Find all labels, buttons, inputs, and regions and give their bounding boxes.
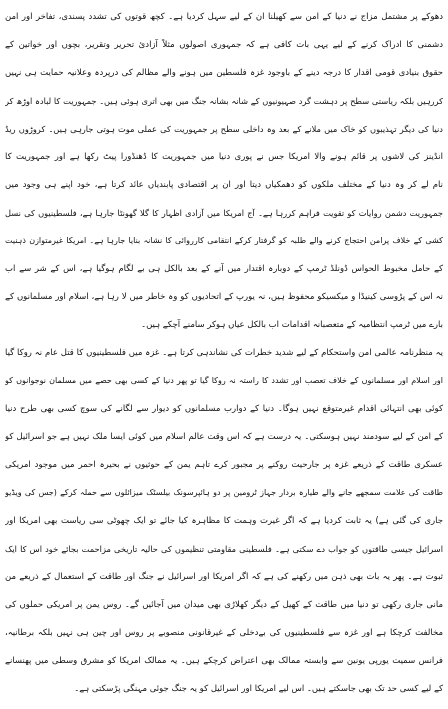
text-line xyxy=(5,311,443,339)
text-line-content: دنیا کی دیگر تہذیبوں کو خاک میں ملانے کے بعد وہ داخلی سطح پر جمہوریت کی عملی موت ہوتی جارہی ہیں۔ کروڑوں ریڈ xyxy=(5,124,443,134)
text-line-content: کے لیے کسی حد تک بھی جاسکتے ہیں۔ اس لیے امریکا اور اسرائیل کو یہ جنگ جوئی مہنگی پڑسکتی ہے۔ xyxy=(74,684,443,694)
text-line xyxy=(5,591,443,619)
text-line xyxy=(5,619,443,647)
text-line xyxy=(5,283,443,311)
text-line xyxy=(5,199,443,227)
text-line-content: جمہوریت دشمن روایات کو تقویت فراہم کررہا ہے۔ آج امریکا میں آزادی اظہار کا گلا گھونٹا جارہا ہے، فلسطینیوں کی نسل xyxy=(5,208,443,218)
text-line-content: کے حامل مخبوط الحواس ڈونلڈ ٹرمپ کے دوبارہ اقتدار میں آنے کے بعد بالکل ہی بے لگام ہوگیا ہے، اس کے شر سے اب xyxy=(5,264,443,274)
paragraph xyxy=(5,339,443,703)
text-line-content: کوئی بھی انتہائی اقدام غیرمتوقع نہیں ہوگا۔ دنیا کے دوارب مسلمانوں کو دیوار سے لگانے کی سوچ کسی بھی طرح دنیا xyxy=(5,404,443,414)
text-line-content: مانی جاری رکھی تو دنیا میں طاقت کے کھیل کے دیگر کھلاڑی بھی میدان میں آجائیں گے۔ روس یمن پر امریکی حملوں کی xyxy=(5,600,443,610)
text-line-content: فرانس سمیت یورپی یونین سے وابستہ ممالک بھی اعتراض کرچکے ہیں۔ یہ ممالک امریکا کو مشرق وسطی میں پھنسانے xyxy=(5,656,443,666)
text-line-content: ثبوت ہے۔ پھر یہ بات بھی ذہن میں رکھنے کی ہے کہ اگر امریکا اور اسرائیل نے جنگ اور طاقت کے استعمال کے ذریعے من xyxy=(5,572,443,582)
text-line xyxy=(5,339,443,367)
text-line-content: اور اسلام اور مسلمانوں کے خلاف تعصب اور تشدد کا راستہ نہ روکا گیا تو پھر دنیا کے کسی بھی حصے میں مسلمان نوجوانوں کو xyxy=(5,376,443,385)
text-line xyxy=(5,563,443,591)
text-line-content: مخالفت کرچکا ہے اور غزہ سے فلسطینیوں کی بےدخلی کے غیرقانونی منصوبے پر روس اور چین ہی نہیں بلکہ برطانیہ، xyxy=(5,628,443,638)
text-line-content: اسرائیل جیسی طاقتوں کو جواب دے سکتی ہے۔ فلسطینی مقاومتی تنظیموں کی حالیہ تاریخی مزاحمت بجائے خود اس کا ایک xyxy=(5,544,443,554)
text-line-content: کشی کے خلاف پرامن احتجاج کرنے والے طلبہ کو گرفتار کرکے انتقامی کارروائی کا نشانہ بنایا جارہا ہے۔ امریکا غیرمتوازن ذہنیت xyxy=(5,236,443,245)
text-line xyxy=(5,507,443,535)
text-line xyxy=(5,255,443,283)
text-line xyxy=(5,423,443,451)
text-line-content: بارے میں ٹرمپ انتظامیہ کے متعصبانہ اقدامات اب بالکل عیاں ہوکر سامنے آچکے ہیں۔ xyxy=(141,320,443,330)
text-line-content: کررہیں بلکہ ریاستی سطح پر دہشت گرد صہیونیوں کے شانہ بشانہ جنگ میں بھی اتری ہوئی ہیں۔ جمہوریت کا لبادہ اوڑھ کر xyxy=(5,96,443,106)
text-line xyxy=(5,647,443,675)
text-line xyxy=(5,3,443,31)
text-line-content: نہ اس کے پڑوسی کینیڈا و میکسیکو محفوظ ہیں، نہ یورپ کے اتحادیوں کو وہ خاطر میں لا رہا ہے، اسلام اور مسلمانوں کے xyxy=(5,292,443,302)
text-line xyxy=(5,59,443,87)
text-line-content: حقوق بنیادی قومی اقدار کا درجہ دینے کے باوجود غزہ فلسطین میں ہونے والے مظالم کی درپردہ وعلانیہ حمایت ہی نہیں xyxy=(5,68,443,78)
text-line xyxy=(5,171,443,199)
text-line xyxy=(5,31,443,59)
text-line xyxy=(5,479,443,507)
paragraph xyxy=(5,3,443,339)
text-line-content: جاری کی گئی ہے) یہ ثابت کردیا ہے کہ اگر غیرت وہمت کا مظاہرہ کیا جائے تو ایک چھوٹی سی ریاست بھی امریکا اور xyxy=(5,516,443,526)
text-line-content: دشمنی کا ادراک کرنے کے لیے یہی بات کافی ہے کہ جمہوری اصولوں مثلاً آزادئ تحریر وتقریر، بچوں اور خواتین کے xyxy=(5,40,443,50)
text-line xyxy=(5,535,443,563)
text-line-content: عسکری طاقت کے ذریعے غزہ پر جارحیت روکنے پر مجبور کرے تاہم یمن کے حوثیوں نے بحیرہ احمر میں موجود امریکی xyxy=(5,460,443,470)
text-line-content: کے امن کے لیے سودمند نہیں ہوسکتی۔ یہ درست ہے کہ اس وقت عالم اسلام میں کوئی ایسا ملک نہیں ہے جو اسرائیل کو xyxy=(5,432,443,442)
text-line xyxy=(5,367,443,395)
text-line xyxy=(5,395,443,423)
text-line-content: انڈینز کی لاشوں پر قائم ہونے والا امریکا جس نے پوری دنیا میں جمہوریت کا ڈھنڈورا پیٹ رکھا ہے اور جمہوریت کا xyxy=(5,152,443,162)
text-line xyxy=(5,675,443,703)
text-line-content: دھوکے پر مشتمل مزاج نے دنیا کے امن سے کھیلنا ان کے لیے سہل کردیا ہے۔ کچھ قوتوں کی تشدد پسندی، تفاخر اور امن xyxy=(5,12,443,22)
text-line-content: یہ منظرنامہ عالمی امن واستحکام کے لیے شدید خطرات کی نشاندہی کرتا ہے۔ غزہ میں فلسطینیوں کا قتل عام نہ روکا گیا xyxy=(5,348,443,358)
text-line xyxy=(5,451,443,479)
text-line xyxy=(5,87,443,115)
text-line xyxy=(5,143,443,171)
text-line-content: نام لے کر وہ دنیا کے مختلف ملکوں کو دھمکیاں دیتا اور ان پر اقتصادی پابندیاں عائد کرتا ہے، خود اپنے ہی وجود میں xyxy=(5,180,443,190)
text-line xyxy=(5,115,443,143)
text-line xyxy=(5,227,443,255)
text-line-content: طاقت کی علامت سمجھے جانے والے طیارہ بردار جہاز ٹرومین پر دو ہائپرسونک بیلسٹک میزائلوں سے حملہ کرکے (جس کی ویڈیو xyxy=(5,488,443,497)
